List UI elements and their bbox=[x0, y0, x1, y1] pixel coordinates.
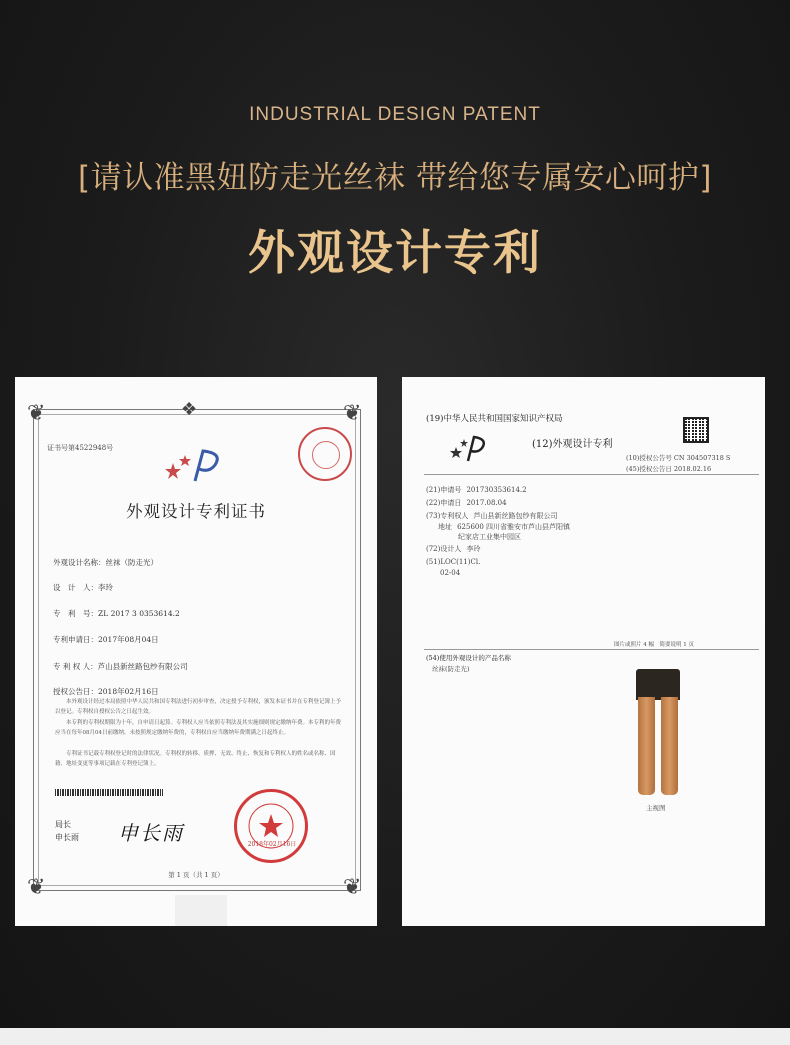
field-designer: 设 计 人：李玲 bbox=[53, 583, 113, 592]
field-patent-number: 专 利 号：ZL 2017 3 0353614.2 bbox=[53, 609, 180, 618]
certificate-title: 外观设计专利证书 bbox=[126, 502, 266, 521]
corner-ornament-icon: ❦ bbox=[343, 875, 362, 900]
page-note: 图片或照片 4 幅 简要说明 1 页 bbox=[614, 642, 694, 648]
patent-publication bbox=[402, 377, 765, 926]
field-patentee: 专 利 权 人：芦山县新丝路包纱有限公司 bbox=[53, 662, 188, 671]
seal-date: 2018年02月16日 bbox=[247, 841, 297, 848]
small-seal-icon bbox=[298, 427, 352, 481]
field-design-name: 外观设计名称：丝袜（防走光） bbox=[53, 558, 158, 567]
biblio-row: 纪家店工业集中园区 bbox=[458, 533, 521, 541]
sipo-logo-icon bbox=[165, 445, 225, 485]
header-main-title: 外观设计专利 bbox=[248, 226, 542, 281]
issuer: (19)中华人民共和国国家知识产权局 bbox=[426, 414, 563, 424]
signature-name: 申长雨 bbox=[55, 833, 79, 842]
corner-ornament-icon: ❦ bbox=[27, 875, 46, 900]
tab-strip bbox=[175, 895, 227, 926]
biblio-row: 02-04 bbox=[440, 569, 461, 577]
handwritten-signature: 申长雨 bbox=[118, 821, 184, 845]
qr-code-icon bbox=[683, 417, 709, 443]
biblio-row: (51)LOC(11)Cl. bbox=[426, 558, 481, 566]
signature-title: 局长 bbox=[55, 820, 71, 829]
biblio-row: (73)专利权人 芦山县新丝路包纱有限公司 bbox=[426, 512, 558, 520]
certificate-number: 证书号第4522948号 bbox=[47, 444, 114, 452]
biblio-row: (21)申请号 201730353614.2 bbox=[426, 486, 527, 494]
certificate-paragraph: 本专利的专利权期限为十年，自申请日起算。专利权人应当依照专利法及其实施细则规定缴纳年费。本专利的年费应当在每年08月04日前缴纳。未按照规定缴纳年费的，专利权自应当缴纳年费期满之日起终止。 bbox=[55, 720, 342, 736]
page-number: 第 1 页（共 1 页） bbox=[168, 871, 224, 879]
biblio-row: 地址 625600 四川省雅安市芦山县芦阳镇 bbox=[438, 523, 571, 531]
certificate-paragraph: 本外观设计经过本局依照中华人民共和国专利法进行初步审查，决定授予专利权，颁发本证书并在专利登记簿上予以登记。专利权自授权公告之日起生效。 bbox=[55, 699, 342, 715]
sipo-logo-icon bbox=[450, 433, 486, 463]
field-grant-date: 授权公告日：2018年02月16日 bbox=[53, 687, 159, 696]
product-name: 丝袜(防走光) bbox=[432, 665, 470, 673]
field-filing-date: 专利申请日：2017年08月04日 bbox=[53, 635, 159, 644]
corner-ornament-icon: ❦ bbox=[343, 401, 362, 426]
certificate-paragraph: 专利证书记载专利权登记时的法律状况。专利权的转移、质押、无效、终止、恢复和专利权人的姓名或名称、国籍、地址变更等事项记载在专利登记簿上。 bbox=[55, 751, 336, 767]
corner-ornament-icon: ❦ bbox=[27, 401, 46, 426]
biblio-row: (72)设计人 李玲 bbox=[426, 545, 481, 553]
product-heading: (54)使用外观设计的产品名称 bbox=[426, 654, 511, 662]
biblio-row: (22)申请日 2017.08.04 bbox=[426, 499, 507, 507]
publication-number: (10)授权公告号 CN 304507318 S bbox=[626, 454, 731, 462]
top-ornament-icon: ❖ bbox=[181, 399, 198, 420]
view-label: 主视图 bbox=[646, 804, 666, 812]
stocking-product-image bbox=[633, 669, 683, 797]
footer-strip bbox=[0, 1028, 790, 1045]
publication-date: (45)授权公告日 2018.02.16 bbox=[626, 465, 712, 473]
barcode-icon bbox=[55, 789, 163, 796]
header-en-title: INDUSTRIAL DESIGN PATENT bbox=[249, 104, 541, 125]
header-tagline: [请认准黑妞防走光丝袜 带给您专属安心呵护] bbox=[77, 160, 713, 196]
patent-certificate bbox=[15, 377, 377, 926]
document-type: (12)外观设计专利 bbox=[532, 439, 613, 450]
official-seal-icon bbox=[234, 789, 308, 863]
